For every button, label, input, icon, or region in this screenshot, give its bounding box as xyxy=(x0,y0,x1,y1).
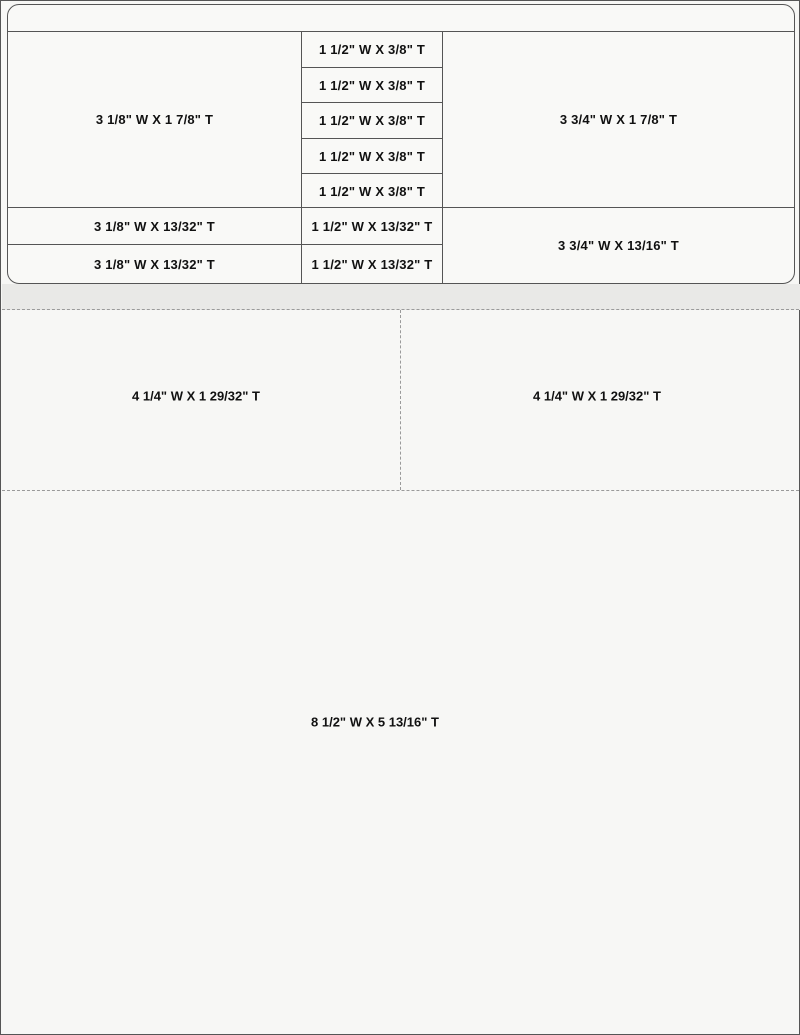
label-right-large: 3 3/4" W X 1 7/8" T xyxy=(559,112,678,127)
top-label-block xyxy=(7,4,795,284)
panel-left-label: 4 1/4" W X 1 29/32" T xyxy=(132,388,260,404)
separator-band xyxy=(2,284,800,310)
label-right-thin: 3 3/4" W X 13/16" T xyxy=(558,238,679,253)
bottom-panel-label: 8 1/2" W X 5 13/16" T xyxy=(311,714,439,730)
label-middle-thin: 1 1/2" W X 13/32" T xyxy=(311,256,433,272)
label-middle-small: 1 1/2" W X 3/8" T xyxy=(318,148,426,164)
panel-right-label: 4 1/4" W X 1 29/32" T xyxy=(533,388,661,404)
label-middle-small: 1 1/2" W X 3/8" T xyxy=(318,42,426,57)
label-middle-small: 1 1/2" W X 3/8" T xyxy=(318,77,426,93)
perforation-line-bottom xyxy=(2,490,799,491)
perforation-line-middle xyxy=(400,310,401,490)
label-middle-small: 1 1/2" W X 3/8" T xyxy=(318,183,426,199)
label-middle-small: 1 1/2" W X 3/8" T xyxy=(318,113,426,128)
label-left-large: 3 1/8" W X 1 7/8" T xyxy=(95,112,214,127)
label-left-thin: 3 1/8" W X 13/32" T xyxy=(94,256,215,272)
label-middle-thin: 1 1/2" W X 13/32" T xyxy=(311,218,433,234)
label-left-thin: 3 1/8" W X 13/32" T xyxy=(94,218,215,234)
